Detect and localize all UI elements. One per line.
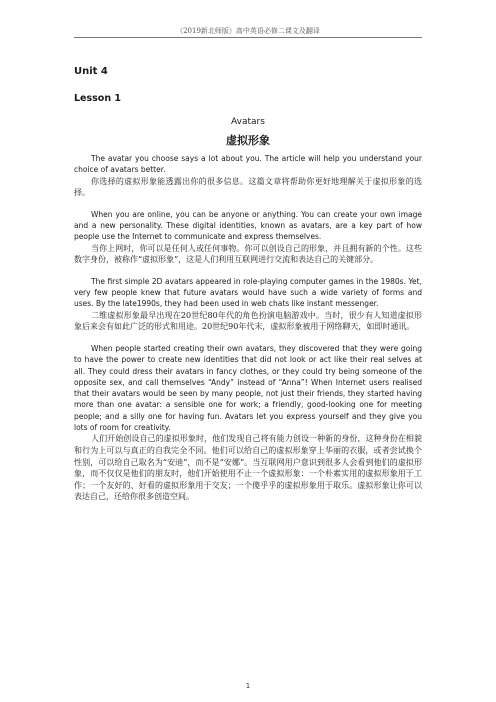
- paragraph-english: When you are online, you can be anyone or anything. You can create your own image and a new personality. These digital identities, known as avatars, are a key part of how people use the Internet to communicate and express themselves.: [74, 209, 422, 242]
- paragraph-chinese: 你选择的虚拟形象能透露出你的很多信息。这篇文章将帮助你更好地理解关于虚拟形象的选择。: [74, 176, 422, 198]
- header-divider: [74, 37, 422, 38]
- lesson-heading: Lesson 1: [74, 93, 122, 104]
- article-title-english: Avatars: [231, 117, 265, 127]
- article-title-chinese: 虚拟形象: [226, 134, 270, 147]
- paragraph-chinese: 人们开始创设自己的虚拟形象时，他们发现自己将有能力创设一种新的身份，这种身份在相貌和行为上可以与真正的自我完全不同。他们可以给自己的虚拟形象穿上华丽的衣服，或者尝试换个性别，可以给自己取名为“安迪”，而不是“安娜”。当互联网用户意识到很多人会看到他们的虚拟形象，而不仅仅是他们的朋友时，他们开始使用不止一个虚拟形象：一个朴素实用的虚拟形象用于工作；一个友好的、好看的虚拟形象用于交友；一个傻乎乎的虚拟形象用于取乐。虚拟形象让你可以表达自己，还给你很多创造空间。: [74, 434, 422, 502]
- paragraph-chinese: 当你上网时，你可以是任何人或任何事物。你可以创设自己的形象，并且拥有新的个性。这些数字身份，被称作“虚拟形象”，这是人们利用互联网进行交流和表达自己的关键部分。: [74, 243, 422, 265]
- running-header: （2019新北师版）高中英语必修二课文及翻译: [176, 27, 320, 35]
- paragraph-english: The avatar you choose says a lot about you. The article will help you understand your choice of avatars better.: [74, 154, 422, 175]
- document-body: [74, 66, 422, 503]
- paragraph-chinese: 二维虚拟形象最早出现在20世纪80年代的角色扮演电脑游戏中。当时，很少有人知道虚拟形象后来会有如此广泛的形式和用途。20世纪90年代末，虚拟形象被用于网络聊天，如即时通讯。: [74, 310, 422, 332]
- paragraph-english: The first simple 2D avatars appeared in role-playing computer games in the 1980s. Yet, very few people knew that future avatars would have such a wide variety of forms and uses. By the late1990s, they had been used in web chats like instant messenger.: [74, 276, 422, 309]
- page-number: 1: [245, 682, 251, 690]
- unit-heading: Unit 4: [74, 66, 108, 77]
- paragraph-english: When people started creating their own avatars, they discovered that they were going to have the power to create new identities that did not look or act like their real selves at all. They could dress their avatars in fancy clothes, or they could try being someone of the opposite sex, and call themselves “Andy” instead of “Anna”! When Internet users realised that their avatars would be seen by many people, not just their friends, they started having more than one avatar: a sensible one for work; a friendly, good-looking one for meeting people; and a silly one for having fun. Avatars let you express yourself and they give you lots of room for creativity.: [74, 343, 422, 433]
